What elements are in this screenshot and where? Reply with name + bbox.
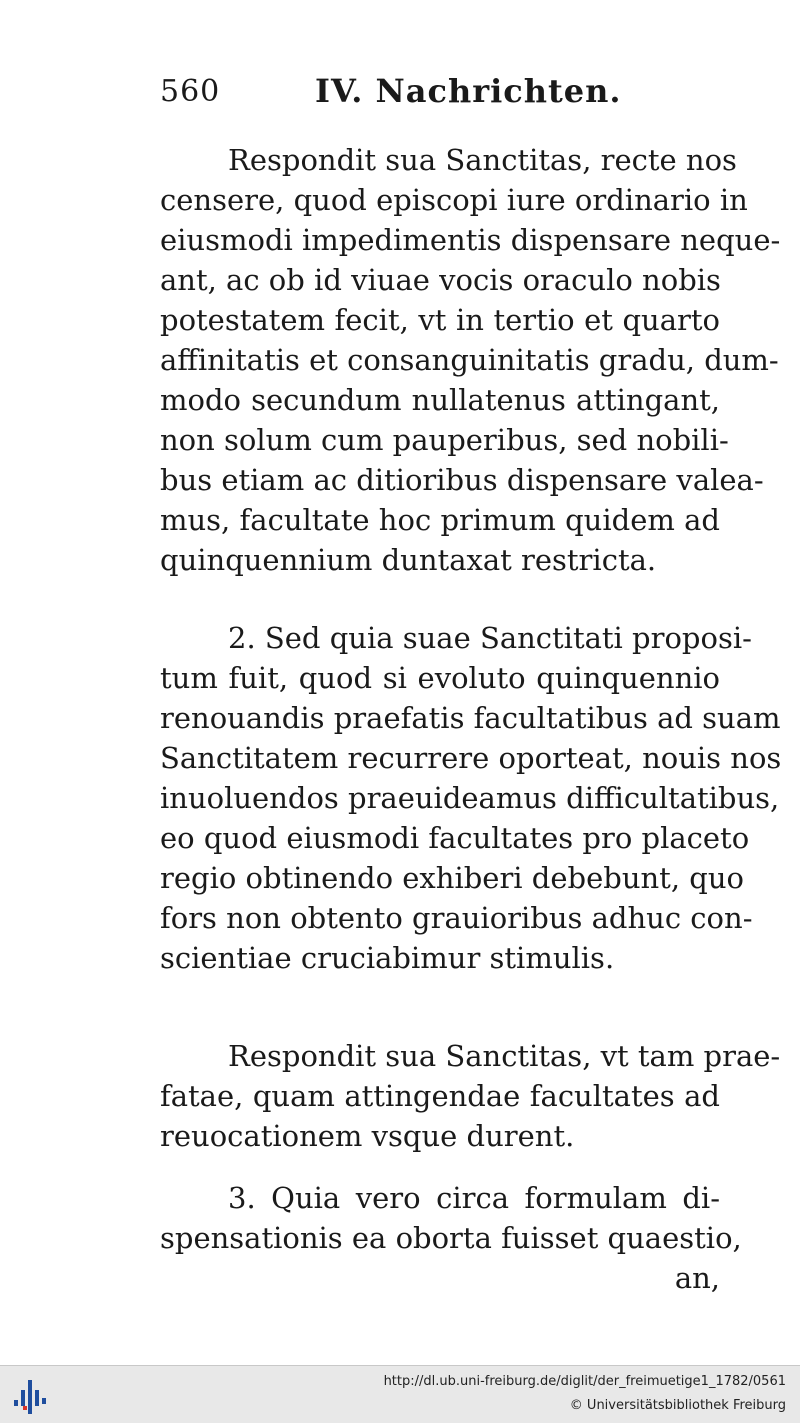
paragraph-section-2 xyxy=(160,618,782,978)
text-line: Respondit sua Sanctitas, vt tam prae- xyxy=(228,1039,781,1073)
text-line: affinitatis et consanguinitatis gradu, dum- xyxy=(160,343,779,377)
text-line: renouandis praefatis facultatibus ad suam xyxy=(160,701,781,735)
paragraph-section-3 xyxy=(160,1178,742,1258)
text-line: censere, quod episcopi iure ordinario in xyxy=(160,183,748,217)
body-text xyxy=(160,140,782,1298)
text-line: mus, facultate hoc primum quidem ad xyxy=(160,503,720,537)
viewer-footer xyxy=(0,1365,800,1423)
text-line: spensationis ea oborta fuisset quaestio, xyxy=(160,1221,742,1255)
text-line: 3. Quia vero circa formulam di- xyxy=(228,1181,720,1215)
text-line: tum fuit, quod si evoluto quinquennio xyxy=(160,661,720,695)
paragraph-respondit-1 xyxy=(160,140,781,580)
running-head: IV. Nachrichten. xyxy=(315,72,622,110)
page-header xyxy=(160,68,720,118)
text-line: eo quod eiusmodi facultates pro placeto xyxy=(160,821,750,855)
text-line: Respondit sua Sanctitas, recte nos xyxy=(228,143,737,177)
source-url-link[interactable]: http://dl.ub.uni-freiburg.de/diglit/der_freimuetige1_1782/0561 xyxy=(383,1374,786,1389)
catchword: an, xyxy=(674,1261,720,1295)
copyright-notice: © Universitätsbibliothek Freiburg xyxy=(569,1398,786,1413)
text-line: potestatem fecit, vt in tertio et quarto xyxy=(160,303,720,337)
text-line: 2. Sed quia suae Sanctitati proposi- xyxy=(228,621,752,655)
ub-freiburg-logo-icon[interactable] xyxy=(12,1376,48,1416)
text-line: non solum cum pauperibus, sed nobili- xyxy=(160,423,729,457)
text-line: reuocationem vsque durent. xyxy=(160,1119,575,1153)
text-line: regio obtinendo exhiberi debebunt, quo xyxy=(160,861,744,895)
page-number: 560 xyxy=(160,74,221,109)
paragraph-respondit-2 xyxy=(160,1036,781,1156)
text-line: ant, ac ob id viuae vocis oraculo nobis xyxy=(160,263,721,297)
text-line: Sanctitatem recurrere oporteat, nouis nos xyxy=(160,741,782,775)
text-line: fors non obtento grauioribus adhuc con- xyxy=(160,901,753,935)
text-line: modo secundum nullatenus attingant, xyxy=(160,383,720,417)
text-line: eiusmodi impedimentis dispensare neque- xyxy=(160,223,781,257)
text-line: fatae, quam attingendae facultates ad xyxy=(160,1079,720,1113)
text-line: scientiae cruciabimur stimulis. xyxy=(160,941,615,975)
text-line: bus etiam ac ditioribus dispensare valea- xyxy=(160,463,764,497)
text-line: inuoluendos praeuideamus difficultatibus, xyxy=(160,781,780,815)
text-line: quinquennium duntaxat restricta. xyxy=(160,543,657,577)
